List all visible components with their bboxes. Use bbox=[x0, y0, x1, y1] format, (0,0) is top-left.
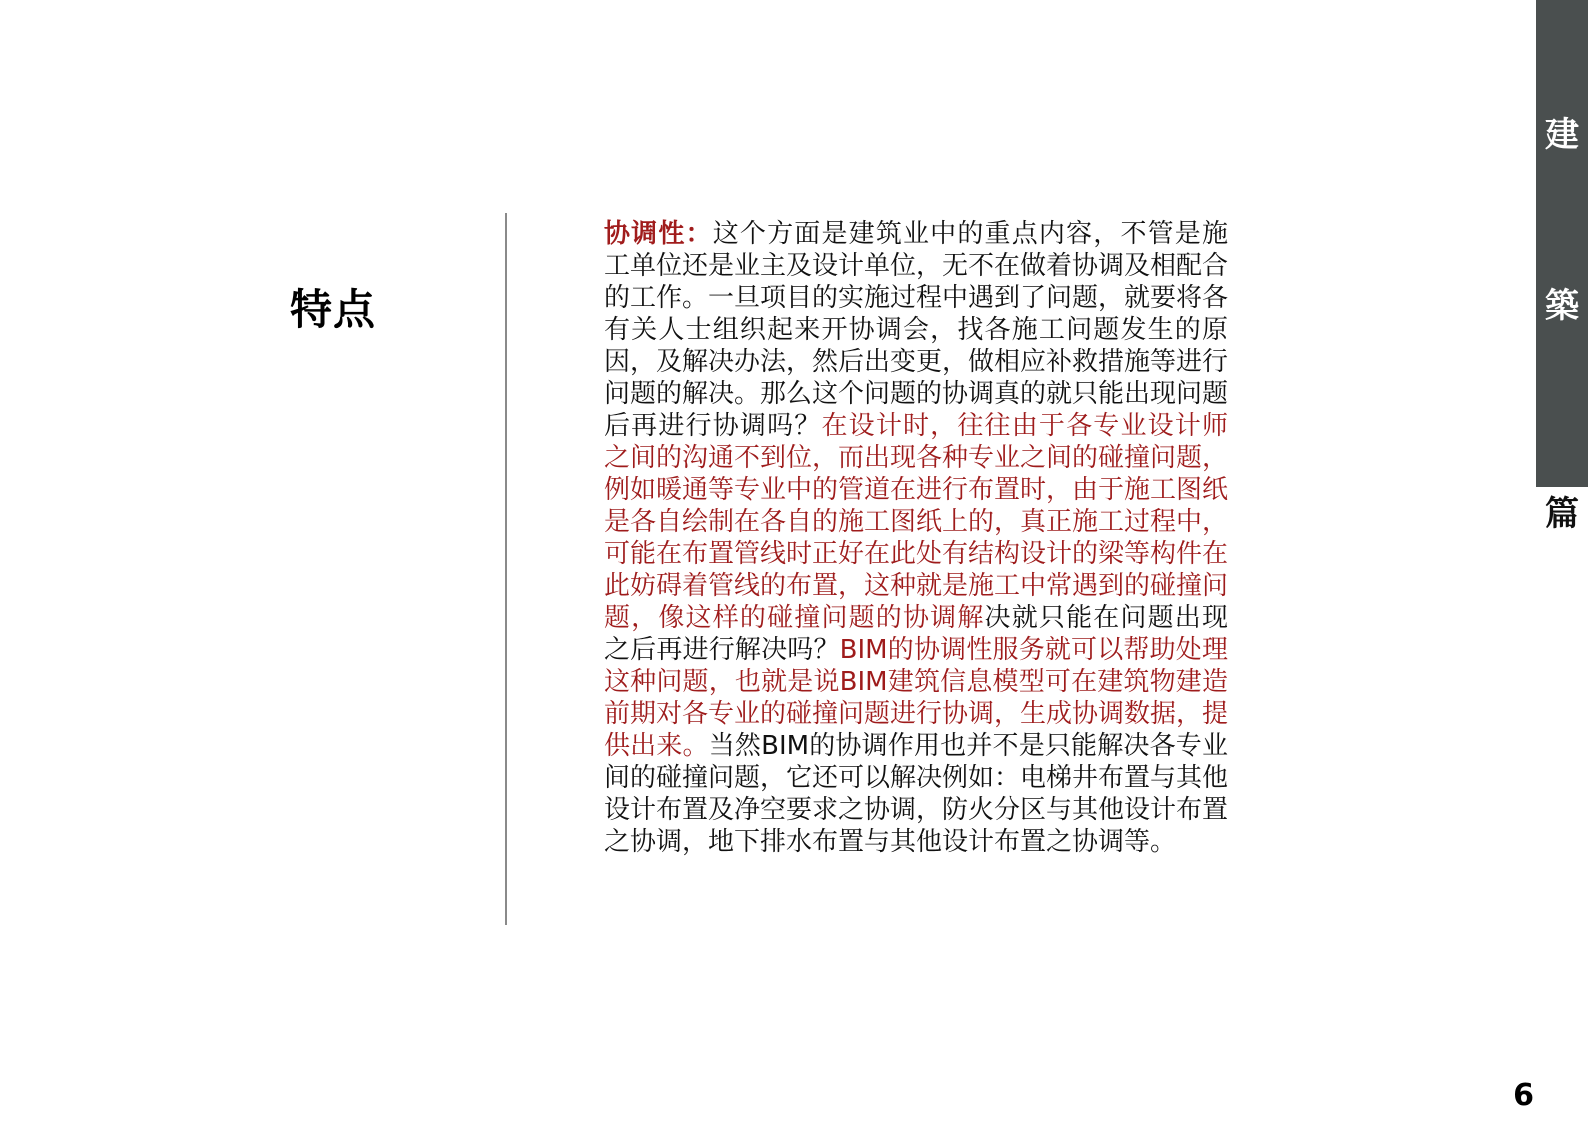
section-title: 特点 bbox=[290, 285, 377, 334]
body-text-1: 这个方面是建筑业中的重点内容，不管是施工单位还是业主及设计单位，无不在做着协调及相配合的工作。一旦项目的实施过程中遇到了问题，就要将各有关人士组织起来开协调会，找各施工问题发生的原因，及解决办法，然后出变更，做相应补救措施等进行问题的解决。那么这个问题的协调真的就只能出现问题后再进行协调吗？ bbox=[604, 219, 1229, 441]
body-text-3: 当然BIM的协调作用也并不是只能解决各专业间的碰撞问题，它还可以解决例如：电梯井布置与其他设计布置及净空要求之协调，防火分区与其他设计布置之协调，地下排水布置与其他设计布置之协调等。 bbox=[604, 731, 1229, 857]
highlight-text-1: 在设计时，往往由于各专业设计师之间的沟通不到位，而出现各种专业之间的碰撞问题，例如暖通等专业中的管道在进行布置时，由于施工图纸是各自绘制在各自的施工图纸上的，真正施工过程中，可能在布置管线时正好在此处有结构设计的梁等构件在此妨碍着管线的布置，这种就是施工中常遇到的碰撞问题，像这样的碰撞问题的协调解 bbox=[604, 411, 1229, 633]
lead-label: 协调性： bbox=[604, 219, 713, 249]
page-number: 6 bbox=[1513, 1078, 1534, 1113]
body-paragraph bbox=[604, 218, 1228, 858]
side-tab-char-2: 築 bbox=[1545, 286, 1579, 326]
highlight-text-2: BIM的协调性服务就可以帮助处理这种问题，也就是说BIM建筑信息模型可在建筑物建造前期对各专业的碰撞问题进行协调，生成协调数据，提供出来。 bbox=[604, 635, 1229, 761]
side-tab bbox=[1536, 0, 1588, 487]
body-text-2: 决就只能在问题出现之后再进行解决吗？ bbox=[604, 603, 1228, 665]
vertical-divider bbox=[505, 213, 507, 925]
side-tab-char-1: 建 bbox=[1545, 115, 1579, 155]
side-tab-char-3: 篇 bbox=[1545, 494, 1579, 534]
